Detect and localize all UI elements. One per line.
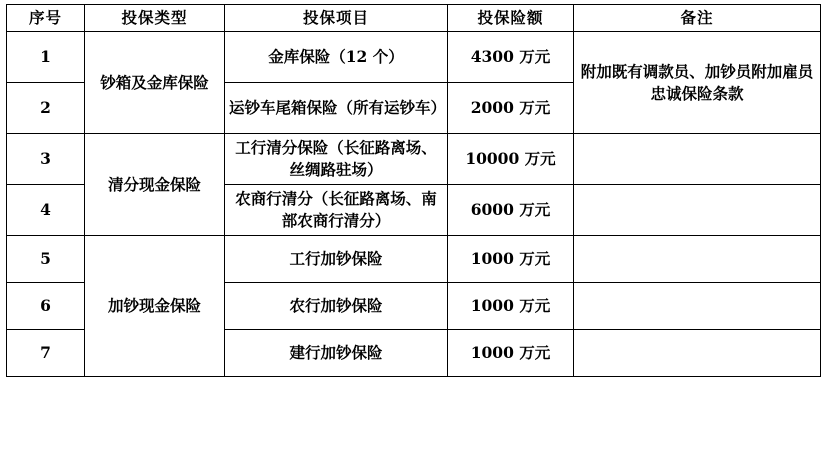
column-header-amount: 投保险额 — [448, 5, 574, 32]
cell-remark — [574, 283, 821, 330]
column-header-remark: 备注 — [574, 5, 821, 32]
cell-type: 钞箱及金库保险 — [85, 32, 225, 134]
cell-seq: 2 — [7, 83, 85, 134]
table-row — [7, 32, 821, 83]
table-header-row — [7, 5, 821, 32]
table-row — [7, 134, 821, 185]
cell-seq: 1 — [7, 32, 85, 83]
cell-amount: 4300 万元 — [448, 32, 574, 83]
cell-seq: 3 — [7, 134, 85, 185]
cell-item: 金库保险（12 个） — [225, 32, 448, 83]
table-row — [7, 236, 821, 283]
column-header-type: 投保类型 — [85, 5, 225, 32]
cell-remark — [574, 185, 821, 236]
cell-remark — [574, 236, 821, 283]
cell-seq: 7 — [7, 330, 85, 377]
column-header-item: 投保项目 — [225, 5, 448, 32]
column-header-seq: 序号 — [7, 5, 85, 32]
cell-amount: 1000 万元 — [448, 283, 574, 330]
cell-remark: 附加既有调款员、加钞员附加雇员忠诚保险条款 — [574, 32, 821, 134]
insurance-table — [6, 4, 821, 377]
cell-item: 农商行清分（长征路离场、南部农商行清分） — [225, 185, 448, 236]
cell-amount: 1000 万元 — [448, 330, 574, 377]
cell-seq: 4 — [7, 185, 85, 236]
cell-amount: 2000 万元 — [448, 83, 574, 134]
cell-item: 农行加钞保险 — [225, 283, 448, 330]
cell-type: 加钞现金保险 — [85, 236, 225, 377]
cell-amount: 10000 万元 — [448, 134, 574, 185]
cell-seq: 5 — [7, 236, 85, 283]
cell-amount: 6000 万元 — [448, 185, 574, 236]
cell-item: 工行加钞保险 — [225, 236, 448, 283]
cell-item: 运钞车尾箱保险（所有运钞车） — [225, 83, 448, 134]
cell-type: 清分现金保险 — [85, 134, 225, 236]
cell-item: 工行清分保险（长征路离场、丝绸路驻场） — [225, 134, 448, 185]
cell-seq: 6 — [7, 283, 85, 330]
cell-amount: 1000 万元 — [448, 236, 574, 283]
cell-remark — [574, 330, 821, 377]
cell-remark — [574, 134, 821, 185]
cell-item: 建行加钞保险 — [225, 330, 448, 377]
